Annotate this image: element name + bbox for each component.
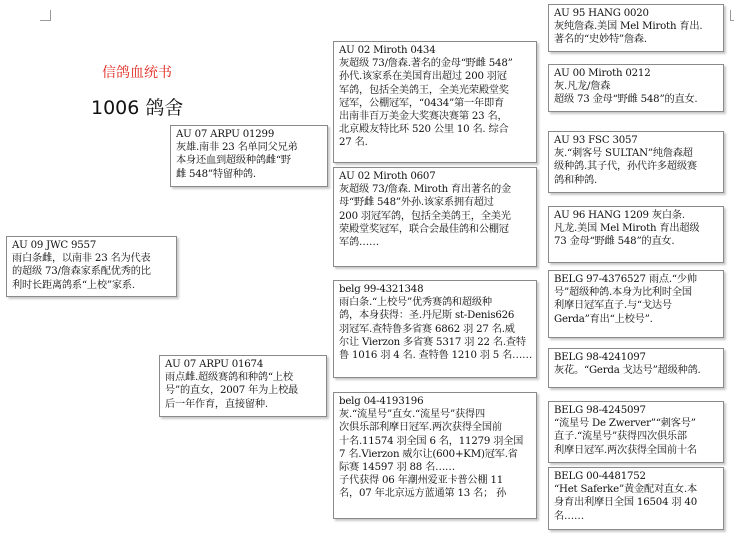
pedigree-box-sire-dam-dam: [548, 206, 724, 263]
description-line: 著名的“史妙特”詹森.: [554, 34, 647, 46]
loft-name: 1006 鸽舍: [91, 97, 184, 119]
pedigree-box-dam: [159, 355, 327, 417]
description-line: 出南非百万美金大奖赛决赛第 23 名，: [339, 111, 508, 123]
ring-number: AU 02 Miroth 0607: [339, 171, 436, 182]
pedigree-box-dam-dam-sire: [548, 401, 724, 463]
page-title: 信鸽血统书: [102, 65, 172, 81]
description-line: 北京殿友特比环 520 公里 10 名. 综合: [339, 124, 509, 136]
description-line: 冠军，公棚冠军，“0434”第一年即育: [339, 97, 504, 109]
description-line: 雨白条雌，以南非 23 名为代表: [12, 253, 151, 265]
ring-number: BELG 98-4241097: [554, 352, 646, 363]
description-line: 利时长距离鸽系“上校”家系.: [12, 279, 135, 291]
pedigree-box-subject: [6, 236, 177, 297]
description-line: 灰雄.南非 23 名单同父兄弟: [176, 142, 298, 154]
ring-number: AU 96 HANG 1209 灰白条.: [554, 210, 685, 221]
description-line: 雨白条.“上校号”优秀赛鸽和超级种: [339, 297, 492, 309]
ring-number: belg 04-4193196: [339, 396, 424, 407]
description-line: 级种鸽.其子代，孙代许多超级赛: [554, 161, 697, 173]
description-line: 的超级 73/詹森家系配优秀的比: [12, 266, 151, 278]
ring-number: AU 95 HANG 0020: [554, 8, 649, 19]
description-line: Gerda”育出“上校号”.: [554, 313, 653, 325]
ring-number: AU 07 ARPU 01674: [165, 359, 264, 370]
description-line: 荣殿堂奖冠军，联合会最佳鸽和公棚冠: [339, 223, 509, 235]
description-line: 雨点雌.超级赛鸽和种鸽“上校: [165, 372, 293, 384]
description-line: 27 名.: [339, 137, 368, 149]
description-line: 鸽和种鸽.: [554, 174, 597, 186]
description-line: 直子.“流星号”获得四次俱乐部: [554, 431, 687, 443]
description-line: 凡龙.美国 Mel Miroth 育出超级: [554, 223, 700, 235]
description-line: 利摩日冠军.两次获得全国前十名: [554, 444, 697, 456]
description-line: 际赛 14597 羽 88 名……: [339, 462, 456, 474]
description-line: 孙代.该家系在美国育出超过 200 羽冠: [339, 71, 507, 83]
description-line: “流星号 De Zwerver”“刺客号”: [554, 418, 696, 430]
description-line: 次俱乐部利摩日冠军.两次获得全国前: [339, 422, 502, 434]
pedigree-box-dam-sire-dam: [548, 348, 724, 388]
ring-number: AU 02 Miroth 0434: [339, 45, 436, 56]
pedigree-box-dam-sire: [333, 280, 537, 378]
ring-number: BELG 97-4376527 雨点.“少帅: [554, 274, 697, 285]
description-line: 灰.“刺客号 SULTAN”纯詹森超: [554, 148, 693, 160]
description-line: 灰.凡龙/詹森: [554, 81, 611, 93]
description-line: 雌 548”特留种鸽.: [176, 168, 256, 180]
pedigree-box-sire-sire-dam: [548, 64, 724, 112]
description-line: 7 名.Vierzon 威尔让(600+KM)冠军.省: [339, 448, 518, 460]
description-line: 身育出利摩日全国 16504 羽 40: [554, 497, 697, 509]
description-line: 羽冠军.查特鲁多省赛 6862 羽 27 名.威: [339, 323, 515, 335]
description-line: 后一年作育，直接留种.: [165, 398, 268, 410]
description-line: 尔让 Vierzon 多省赛 5317 羽 22 名.查特: [339, 336, 526, 348]
description-line: 超级 73 金母“野雌 548”的直女.: [554, 94, 698, 106]
description-line: 利摩日冠军直子.与“戈达号: [554, 300, 672, 312]
corner-mark-right: [730, 10, 734, 21]
pedigree-box-sire-sire-sire: [548, 4, 724, 52]
pedigree-box-dam-dam: [333, 392, 537, 519]
description-line: 鸽，本身获得：圣.丹尼斯 st-Denis626: [339, 310, 515, 322]
pedigree-box-sire-sire: [333, 41, 537, 163]
ring-number: AU 93 FSC 3057: [554, 135, 638, 146]
description-line: 200 羽冠军鸽，包括全美鸽王，全美光: [339, 210, 511, 222]
ring-number: BELG 98-4245097: [554, 405, 646, 416]
description-line: 本身还血到超级种鸽雌“野: [176, 155, 291, 167]
pedigree-box-sire-dam-sire: [548, 131, 724, 193]
description-line: 鲁 1016 羽 4 名. 查特鲁 1210 羽 5 名……: [339, 350, 533, 362]
description-line: “Het Saferke”黄金配对直女.本: [554, 484, 697, 496]
ring-number: AU 00 Miroth 0212: [554, 68, 651, 79]
description-line: 名，07 年北京远方蓝通第 13 名； 孙: [339, 488, 507, 500]
description-line: 母“野雌 548”外孙.该家系拥有超过: [339, 197, 494, 209]
corner-mark-left: [40, 10, 51, 21]
ring-number: BELG 00-4481752: [554, 471, 646, 482]
ring-number: AU 09 JWC 9557: [12, 240, 97, 251]
description-line: 号”的直女，2007 年为上校最: [165, 385, 299, 397]
pedigree-box-dam-sire-sire: [548, 270, 724, 338]
description-line: 73 金母“野雌 548”的直女.: [554, 236, 675, 248]
description-line: 名……: [554, 510, 584, 522]
description-line: 灰纯詹森.美国 Mel Miroth 育出.: [554, 21, 703, 33]
description-line: 灰.“流星号”直女.“流星号”获得四: [339, 409, 485, 421]
ring-number: AU 07 ARPU 01299: [176, 129, 275, 140]
description-line: 军鸽，包括全美鸽王，全美光荣殿堂奖: [339, 84, 509, 96]
description-line: 灰超级 73/詹森. Miroth 育出著名的金: [339, 184, 511, 196]
description-line: 灰花。“Gerda 戈达号”超级种鸽.: [554, 365, 701, 377]
description-line: 号”超级种鸽.本身为比利时全国: [554, 287, 692, 299]
description-line: 十名.11574 羽全国 6 名，11279 羽全国: [339, 435, 524, 447]
description-line: 军鸽……: [339, 237, 379, 249]
ring-number: belg 99-4321348: [339, 284, 424, 295]
pedigree-box-sire-dam: [333, 167, 537, 267]
pedigree-box-sire: [170, 125, 328, 187]
description-line: 子代获得 06 年潮州爱亚卡普公棚 11: [339, 475, 504, 487]
pedigree-box-dam-dam-dam: [548, 467, 724, 530]
description-line: 灰超级 73/詹森.著名的金母“野雌 548”: [339, 58, 513, 70]
